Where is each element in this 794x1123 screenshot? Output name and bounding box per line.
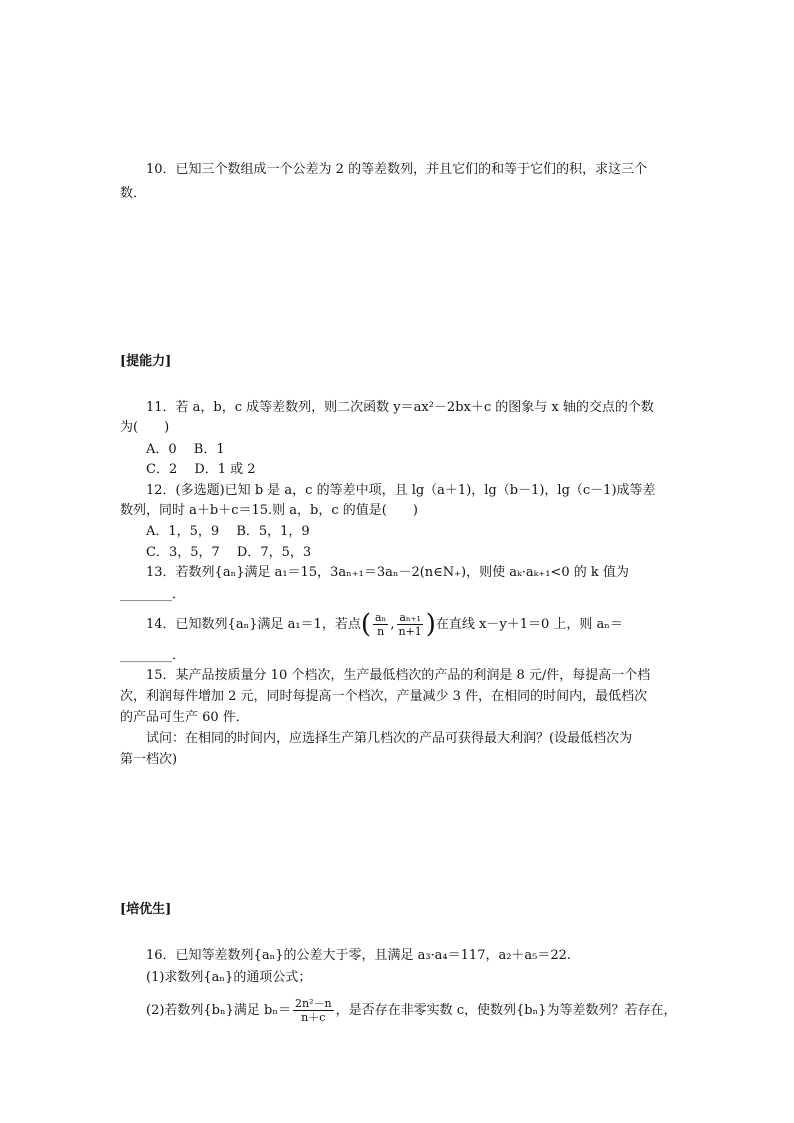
q14-fraction-2	[396, 611, 423, 638]
q11-line1: 11．若 a，b，c 成等差数列，则二次函数 y＝ax²－2bx＋c 的图象与 x 轴的交点的个数	[146, 400, 654, 415]
q16-line3	[146, 994, 676, 1028]
section-heading-ability: [提能力]	[120, 354, 172, 369]
q16-part2-suffix: ，是否存在非零实数 c，使数列{bₙ}为等差数列？若存在，	[335, 1003, 677, 1018]
q15-line1: 15．某产品按质量分 10 个档次，生产最低档次的产品的利润是 8 元/件，每提高一个档	[146, 668, 651, 683]
q11-options-row2: C．2 D．1 或 2	[146, 462, 256, 477]
right-paren: )	[425, 609, 436, 640]
q14-frac2-denominator: n+1	[398, 625, 422, 638]
q14-frac2-numerator: aₙ₊₁	[399, 611, 421, 624]
q10-line2: 数．	[120, 186, 147, 201]
q14-frac1-numerator: aₙ	[374, 611, 387, 624]
q12-options-row2: C．3，5，7 D．7，5，3	[146, 545, 312, 560]
q14-line2: ________．	[120, 648, 186, 663]
left-paren: (	[360, 609, 371, 640]
q16-frac-numerator: 2n²－n	[294, 997, 332, 1010]
q15-line5: 第一档次)	[120, 752, 178, 767]
q14-suffix: 在直线 x－y＋1＝0 上，则 aₙ＝	[435, 617, 623, 632]
q10-line1: 10．已知三个数组成一个公差为 2 的等差数列，并且它们的和等于它们的积，求这三个	[146, 162, 648, 177]
q14-fraction-1	[373, 611, 388, 638]
q16-line2: (1)求数列{aₙ}的通项公式；	[146, 970, 312, 985]
q14-line1: 14．已知数列{aₙ}满足 a₁＝1，若点( $\frac{\text{aₙ}}{n}$ , $\frac{\text{aₙ₊₁}}{n+1}$ )在直线 x－y＋1＝0 上，则 aₙ＝	[146, 609, 623, 640]
q16-fraction	[293, 997, 334, 1024]
q11-line2: 为( )	[120, 420, 170, 435]
q13-line1: 13．若数列{aₙ}满足 a₁＝15，3aₙ₊₁＝3aₙ－2(n∈N₊)，则使 aₖ·aₖ₊₁<0 的 k 值为	[146, 565, 629, 580]
q16-line1: 16．已知等差数列{aₙ}的公差大于零，且满足 a₃·a₄＝117，a₂＋a₅＝22.	[146, 948, 572, 963]
q15-line4: 试问：在相同的时间内，应选择生产第几档次的产品可获得最大利润？(设最低档次为	[146, 731, 633, 746]
q11-options-row1: A．0 B．1	[146, 442, 225, 457]
q16-frac-denominator: n＋c	[301, 1011, 326, 1024]
q15-line2: 次，利润每件增加 2 元，同时每提高一个档次，产量减少 3 件，在相同的时间内，最低档次	[120, 689, 648, 704]
q12-line1: 12．(多选题)已知 b 是 a，c 的等差中项，且 lg（a＋1)，lg（b－1)，lg（c－1)成等差	[146, 483, 656, 498]
section-heading-excellent: [培优生]	[120, 902, 172, 917]
q13-line2: ________．	[120, 587, 186, 602]
q16-part2-prefix: (2)若数列{bₙ}满足 bₙ＝	[146, 1003, 291, 1018]
q15-line3: 的产品可生产 60 件．	[120, 710, 249, 725]
q12-line2: 数列，同时 a＋b＋c＝15.则 a，b，c 的值是( )	[120, 503, 418, 518]
q14-prefix: 14．已知数列{aₙ}满足 a₁＝1，若点	[146, 617, 361, 632]
q12-options-row1: A．1，5，9 B．5，1，9	[146, 524, 310, 539]
q14-frac1-denominator: n	[377, 625, 385, 638]
